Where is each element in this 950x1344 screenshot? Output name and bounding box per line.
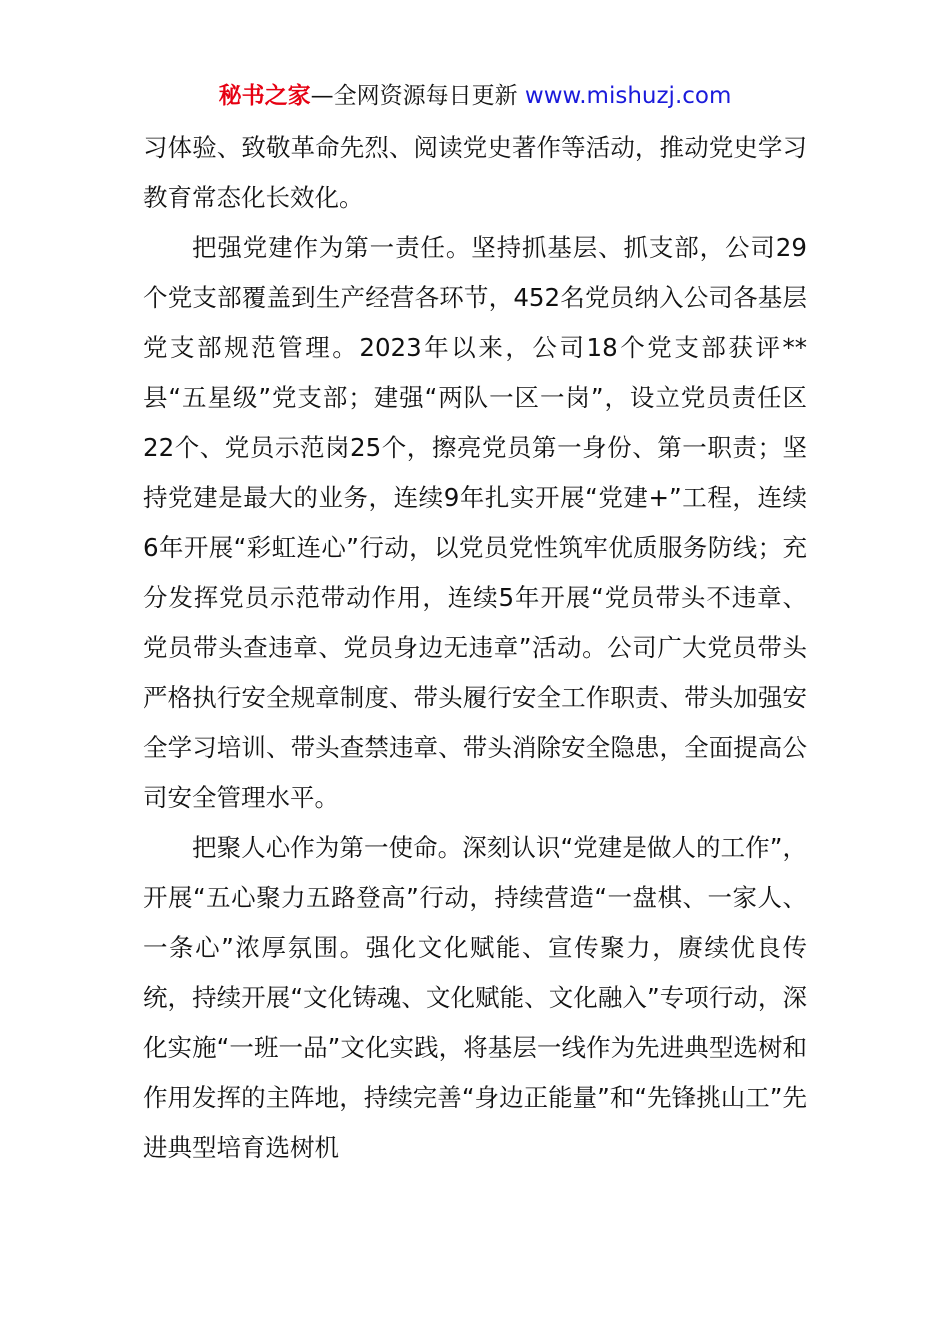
site-url-link[interactable]: www.mishuzj.com xyxy=(524,83,732,109)
paragraph-cohesion: 把聚人心作为第一使命。深刻认识“党建是做人的工作”，开展“五心聚力五路登高”行动，持续营造“一盘棋、一家人、一条心”浓厚氛围。强化文化赋能、宣传聚力，赓续优良传统，持续开展“文化铸魂、文化赋能、文化融入”专项行动，深化实施“一班一品”文化实践，将基层一线作为先进典型选树和作用发挥的主阵地，持续完善“身边正能量”和“先锋挑山工”先进典型培育选树机 xyxy=(143,833,807,1162)
page-header xyxy=(0,80,950,112)
brand-name: 秘书之家 xyxy=(218,83,311,109)
document-body xyxy=(143,123,807,1173)
header-tagline: —全网资源每日更新 xyxy=(310,83,525,109)
paragraph-party-building: 把强党建作为第一责任。坚持抓基层、抓支部，公司29个党支部覆盖到生产经营各环节，452名党员纳入公司各基层党支部规范管理。2023年以来，公司18个党支部获评**县“五星级”党支部；建强“两队一区一岗”，设立党员责任区22个、党员示范岗25个，擦亮党员第一身份、第一职责；坚持党建是最大的业务，连续9年扎实开展“党建+”工程，连续6年开展“彩虹连心”行动，以党员党性筑牢优质服务防线；充分发挥党员示范带动作用，连续5年开展“党员带头不违章、党员带头查违章、党员身边无违章”活动。公司广大党员带头严格执行安全规章制度、带头履行安全工作职责、带头加强安全学习培训、带头查禁违章、带头消除安全隐患，全面提高公司安全管理水平。 xyxy=(143,233,807,812)
paragraph-continuation: 习体验、致敬革命先烈、阅读党史著作等活动，推动党史学习教育常态化长效化。 xyxy=(143,133,807,212)
